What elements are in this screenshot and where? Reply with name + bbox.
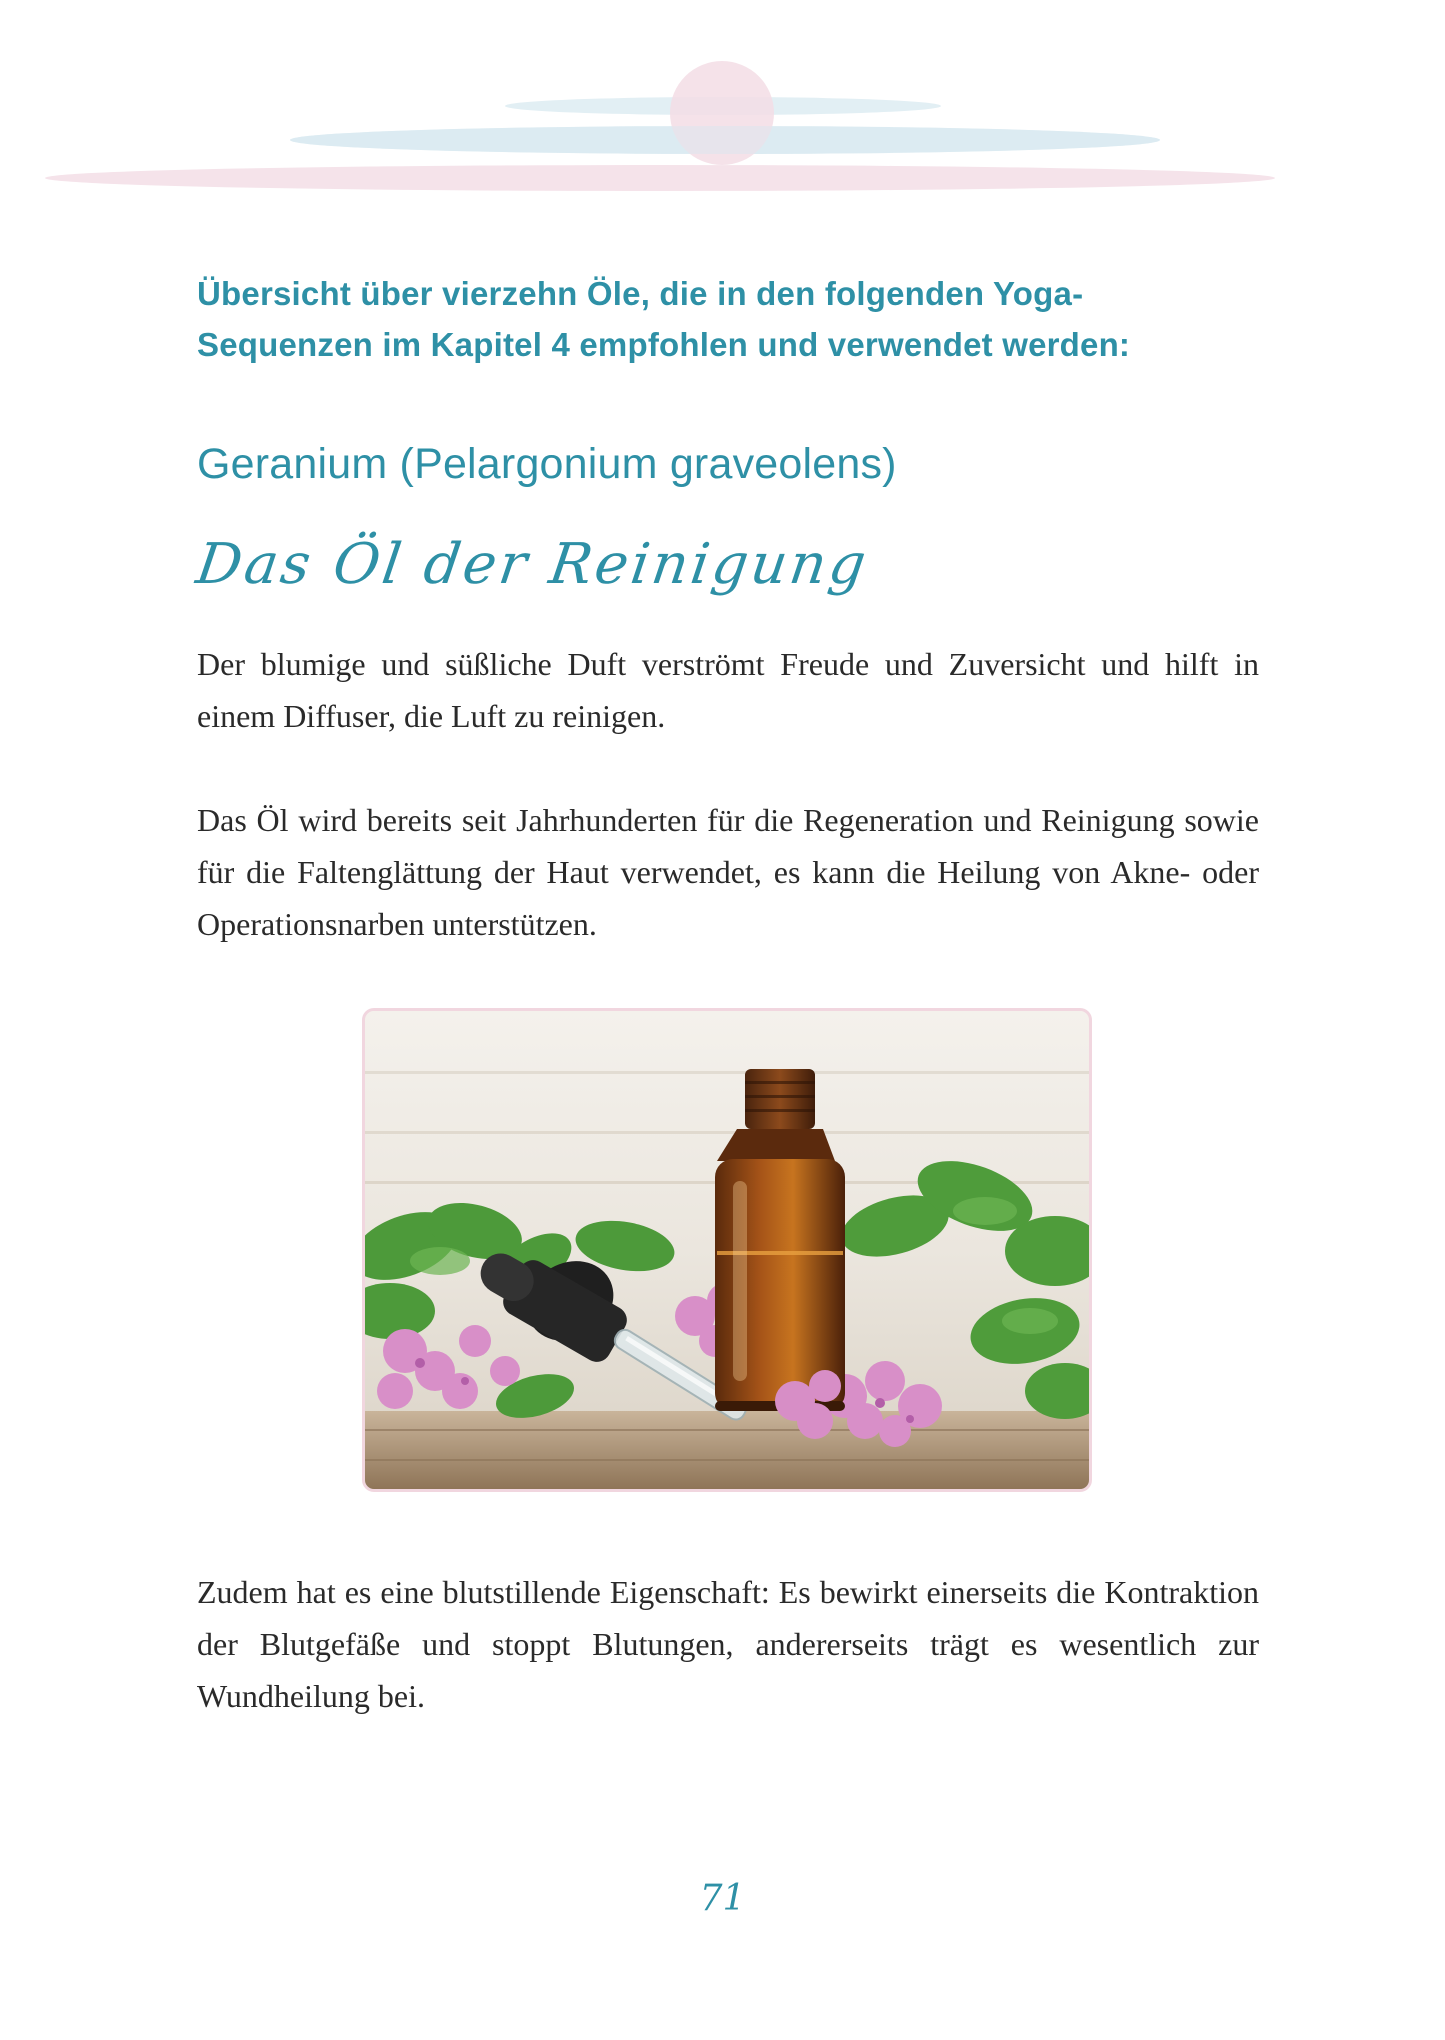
paragraph-skin: Das Öl wird bereits seit Jahrhunderten für die Regeneration und Reinigung sowie für die Faltenglättung der Haut verwendet, es kann die Heilung von Akne- oder Operationsnarben unterstützen. bbox=[197, 802, 1259, 942]
paragraph-scent: Der blumige und süßliche Duft verströmt Freude und Zuversicht und hilft in einem Diffuser, die Luft zu reinigen. bbox=[197, 646, 1259, 734]
page-number: 71 bbox=[699, 1878, 746, 1919]
paragraph-hemostatic: Zudem hat es eine blutstillende Eigenschaft: Es bewirkt einerseits die Kontraktion der Blutgefäße und stoppt Blutungen, andererseits trägt es wesentlich zur Wundheilung bei. bbox=[197, 1574, 1259, 1714]
oil-tagline: Das Öl der Reinigung bbox=[192, 532, 873, 597]
overview-heading-line-2: Sequenzen im Kapitel 4 empfohlen und verwendet werden: bbox=[197, 326, 1131, 363]
header-ornament bbox=[0, 0, 1445, 230]
overview-heading-line-1: Übersicht über vierzehn Öle, die in den folgenden Yoga- bbox=[197, 275, 1084, 312]
geranium-oil-photo bbox=[362, 1008, 1092, 1492]
oil-title: Geranium (Pelargonium graveolens) bbox=[197, 440, 897, 488]
overview-heading bbox=[197, 268, 1257, 370]
